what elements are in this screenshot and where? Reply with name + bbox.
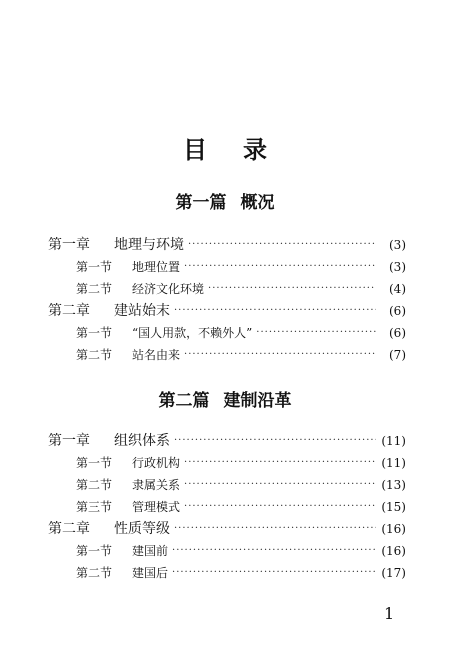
entry-number: 第二节	[76, 282, 113, 296]
toc-chapter-entry[interactable]	[48, 300, 406, 322]
entry-title: 管理模式	[132, 500, 181, 514]
part-name: 概况	[240, 193, 275, 213]
toc-section-entry[interactable]	[48, 562, 406, 584]
dot-leader	[184, 496, 376, 518]
entry-title: 建站始末	[114, 303, 170, 319]
entry-number: 第一节	[76, 326, 113, 340]
dot-leader	[172, 540, 376, 562]
entry-page: (4)	[389, 282, 406, 296]
entry-number: 第二节	[76, 348, 113, 362]
part-name: 建制沿革	[223, 391, 292, 411]
entry-title: 建国后	[132, 566, 169, 580]
entry-title: 组织体系	[114, 433, 170, 449]
toc-chapter-entry[interactable]	[48, 518, 406, 540]
entry-page: (3)	[389, 260, 406, 274]
dot-leader	[172, 562, 376, 584]
toc-section-entry[interactable]	[48, 344, 406, 366]
entry-title: “国人用款，不赖外人”	[132, 326, 253, 340]
toc-chapter-entry[interactable]	[48, 234, 406, 256]
entry-number: 第一节	[76, 544, 113, 558]
dot-leader	[256, 322, 376, 344]
part-label: 第二篇	[158, 391, 210, 411]
entry-page: (15)	[381, 500, 406, 514]
entry-title: 隶属关系	[132, 478, 181, 492]
entry-title: 经济文化环境	[132, 282, 205, 296]
entry-page: (17)	[381, 566, 406, 580]
entry-number: 第二节	[76, 478, 113, 492]
entry-title: 性质等级	[114, 521, 170, 537]
entry-number: 第一章	[48, 433, 90, 449]
toc-section-entry[interactable]	[48, 452, 406, 474]
page-title: 目录	[183, 136, 303, 164]
entry-page: (3)	[389, 238, 406, 252]
entry-number: 第一章	[48, 237, 90, 253]
entry-page: (7)	[389, 348, 406, 362]
toc-section-entry[interactable]	[48, 540, 406, 562]
dot-leader	[208, 278, 376, 300]
toc-section-entry[interactable]	[48, 278, 406, 300]
entry-page: (6)	[389, 304, 406, 318]
part-label: 第一篇	[175, 193, 227, 213]
dot-leader	[174, 300, 376, 322]
part-heading-1	[0, 188, 450, 213]
entry-page: (16)	[381, 522, 406, 536]
toc-entries-part-2	[48, 430, 406, 584]
dot-leader	[174, 430, 376, 452]
entry-title: 地理位置	[132, 260, 181, 274]
entry-title: 站名由来	[132, 348, 181, 362]
toc-section-entry[interactable]	[48, 474, 406, 496]
toc-chapter-entry[interactable]	[48, 430, 406, 452]
entry-page: (11)	[381, 456, 406, 470]
entry-page: (6)	[389, 326, 406, 340]
entry-number: 第二章	[48, 521, 90, 537]
page-number: 1	[384, 604, 395, 623]
dot-leader	[188, 234, 376, 256]
part-heading-2	[0, 386, 450, 411]
entry-number: 第三节	[76, 500, 113, 514]
dot-leader	[184, 452, 376, 474]
toc-section-entry[interactable]	[48, 322, 406, 344]
dot-leader	[184, 474, 376, 496]
dot-leader	[174, 518, 376, 540]
toc-section-entry[interactable]	[48, 496, 406, 518]
entry-page: (13)	[381, 478, 406, 492]
entry-number: 第一节	[76, 260, 113, 274]
entry-number: 第一节	[76, 456, 113, 470]
entry-page: (11)	[381, 434, 406, 448]
entry-title: 建国前	[132, 544, 169, 558]
dot-leader	[184, 344, 376, 366]
dot-leader	[184, 256, 376, 278]
entry-page: (16)	[381, 544, 406, 558]
entry-number: 第二节	[76, 566, 113, 580]
entry-title: 地理与环境	[114, 237, 184, 253]
entry-number: 第二章	[48, 303, 90, 319]
entry-title: 行政机构	[132, 456, 181, 470]
toc-entries-part-1	[48, 234, 406, 366]
toc-section-entry[interactable]	[48, 256, 406, 278]
